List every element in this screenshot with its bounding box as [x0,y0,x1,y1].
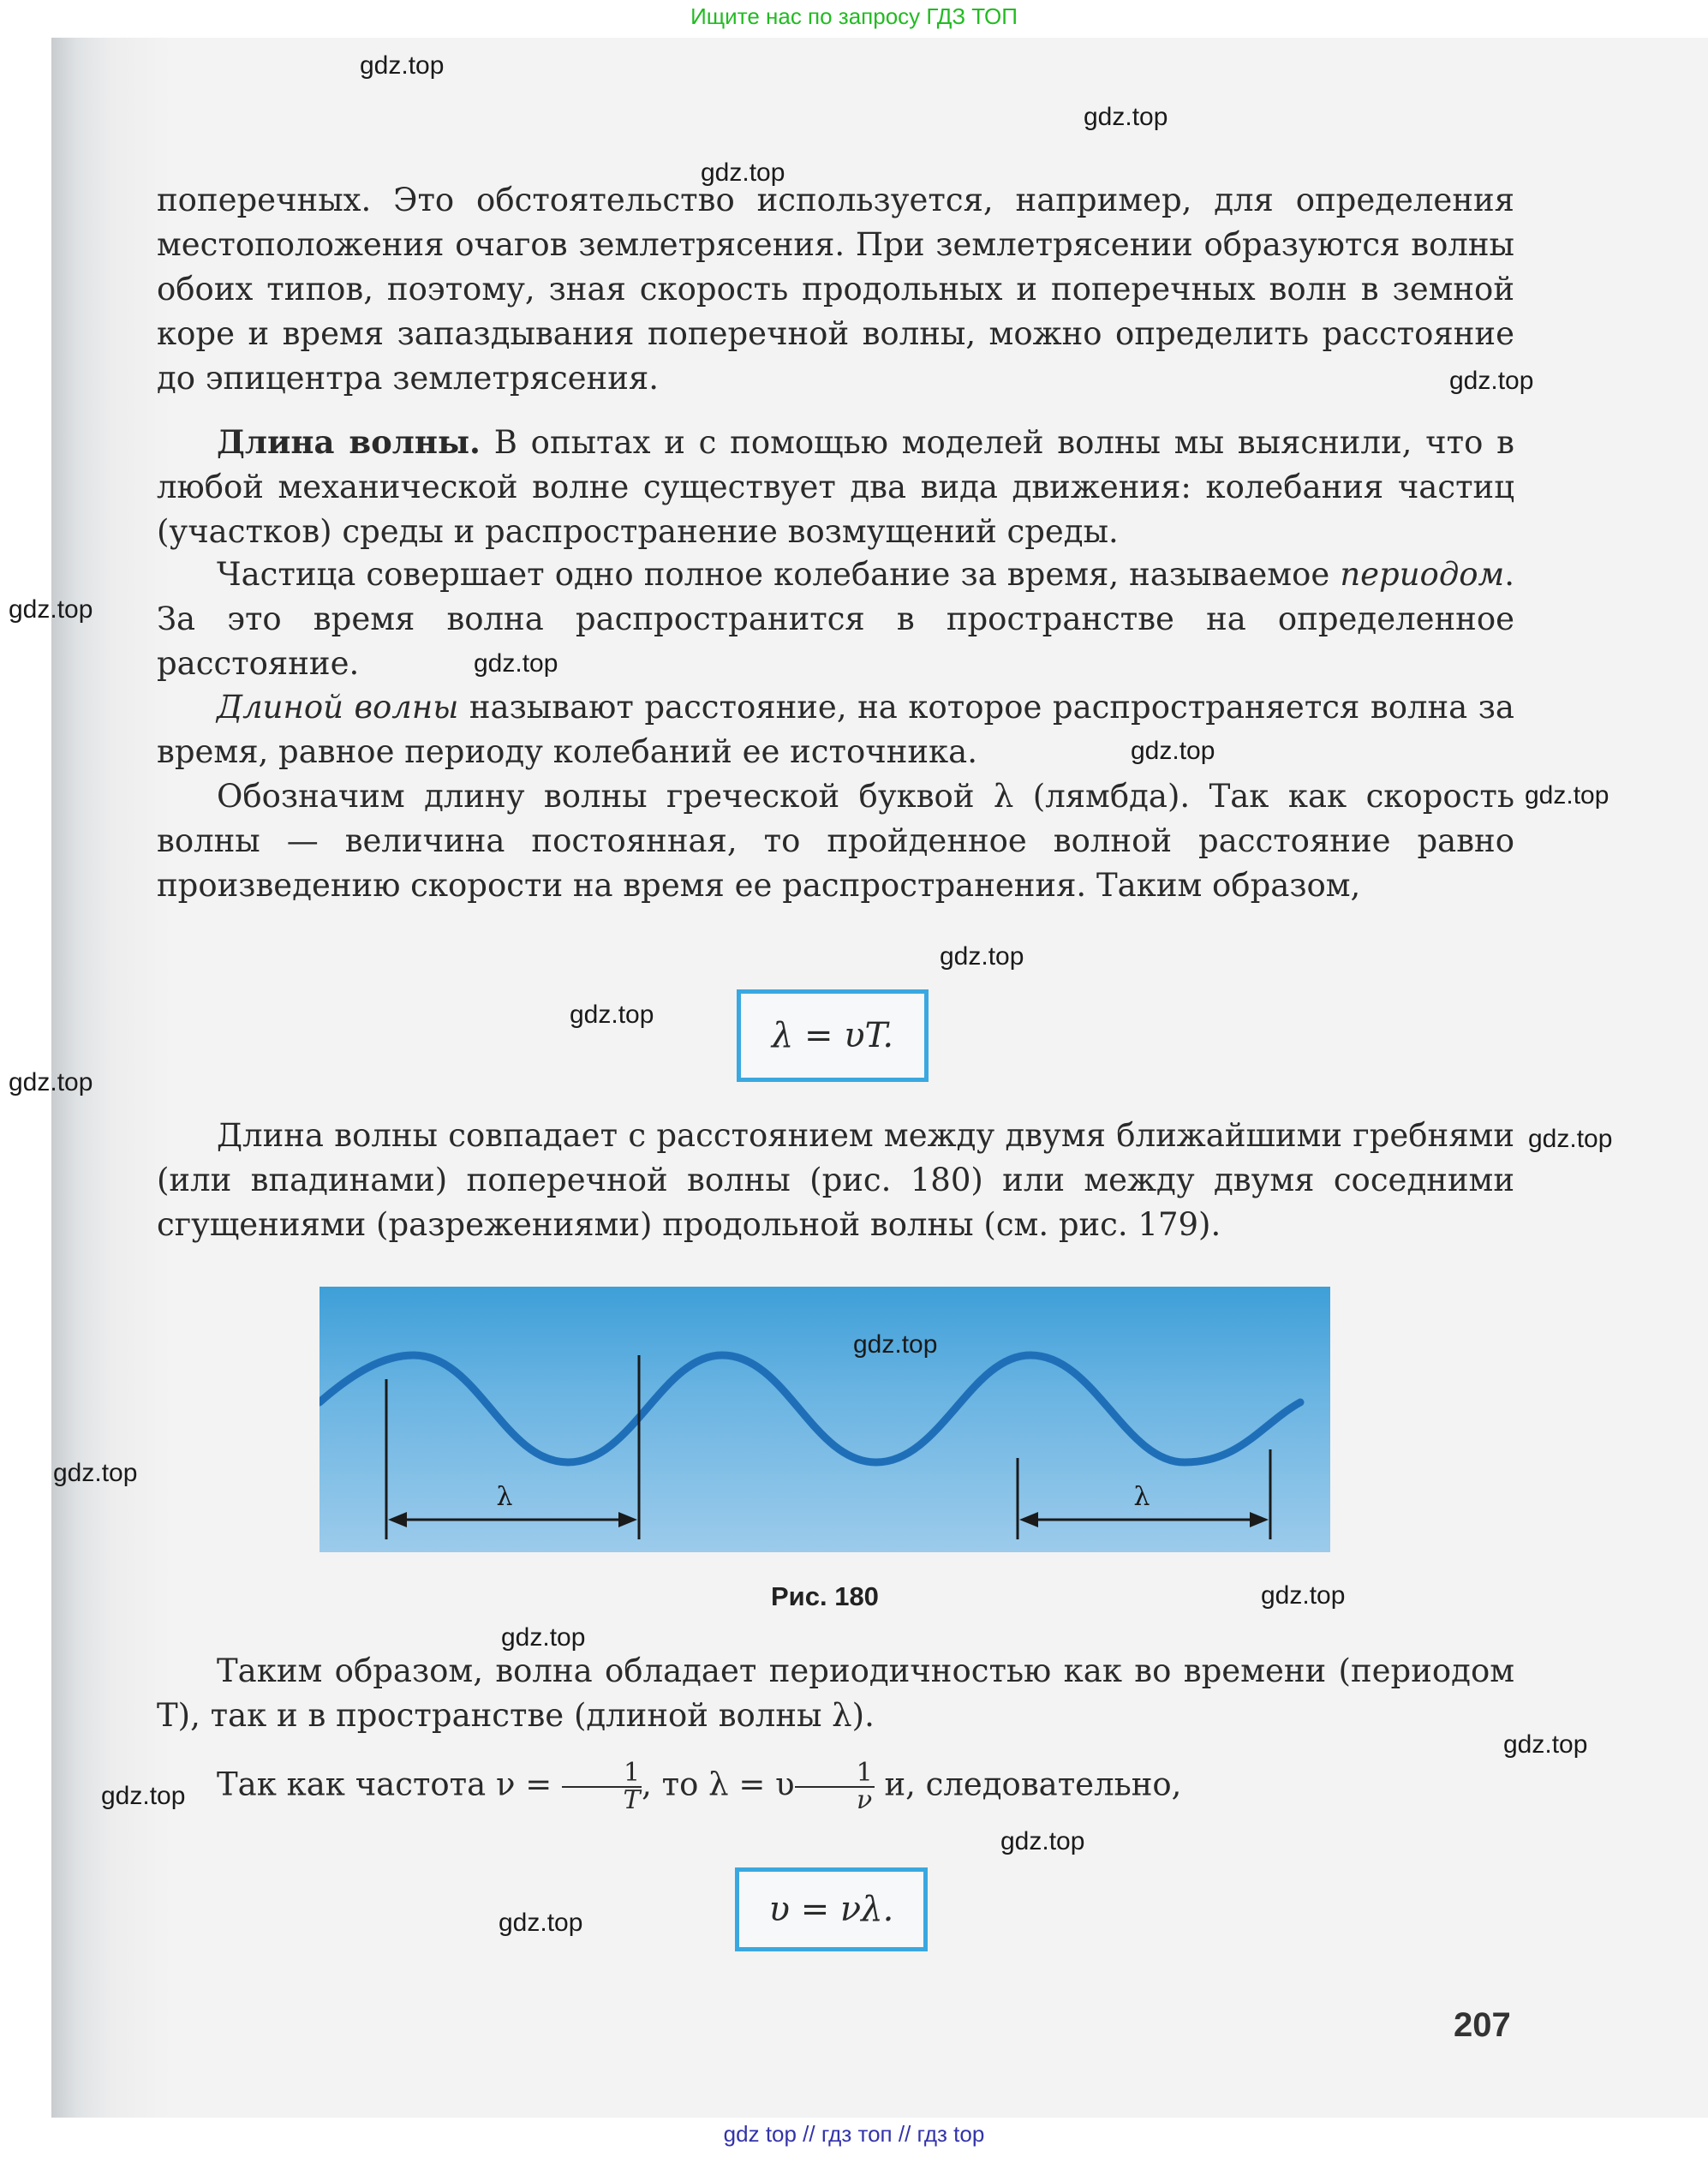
watermark: gdz.top [1525,781,1609,810]
paragraph-lambda: Обозначим длину волны греческой буквой λ (лямбда). Так как скорость волны — величина постоянная, то пройденное волной расстояние равно произведению скорости на время ее распространения. Таким образом, [157,778,1514,904]
watermark: gdz.top [1449,367,1534,395]
lambda-label-right: λ [1133,1482,1150,1512]
arrow-left-head-start [388,1512,407,1527]
arrow-right-head-start [1019,1512,1038,1527]
figure-180-wave [320,1287,1330,1552]
fraction-1-denominator: T [623,1785,641,1815]
watermark: gdz.top [940,942,1024,971]
top-banner: Ищите нас по запросу ГДЗ ТОП [690,3,1018,29]
term-wavelength: Длиной волны [217,689,459,726]
formula-v-nu-lambda: υ = νλ. [735,1867,928,1951]
arrow-right-head-end [1250,1512,1269,1527]
watermark: gdz.top [570,1001,654,1029]
paragraph-periodicity: Таким образом, волна обладает периодичностью как во времени (периодом T), так и в пространстве (длиной волны λ). [157,1652,1514,1734]
fraction-one-over-nu [795,1760,875,1813]
lambda-label-left: λ [496,1482,513,1512]
watermark: gdz.top [1000,1827,1085,1855]
paragraph-period-end: . За это время волна распространится в пространстве на определенное расстояние. [157,556,1514,682]
figure-caption: Рис. 180 [771,1581,879,1611]
wave-line [320,1355,1300,1462]
watermark: gdz.top [101,1782,186,1810]
watermark: gdz.top [701,158,785,187]
watermark: gdz.top [9,1068,93,1096]
paragraph-wavelength-intro [157,420,1514,554]
wave-diagram [320,1287,1330,1552]
frequency-text-a: Так как частота ν = [217,1766,562,1803]
paragraph-crests: Длина волны совпадает с расстоянием между двумя ближайшими гребнями (или впадинами) поперечной волны (рис. 180) или между двумя соседними сгущениями (разрежениями) продольной волны (см. рис. 179). [157,1117,1514,1243]
paragraph-period [157,553,1514,686]
watermark: gdz.top [501,1623,586,1652]
arrow-left-head-end [618,1512,637,1527]
paragraph-period-start: Частица совершает одно полное колебание за время, называемое [217,556,1341,593]
paragraph-earthquake: поперечных. Это обстоятельство используется, например, для определения местоположения очагов землетрясения. При землетрясении образуются волны обоих типов, поэтому, зная скорость продольных и поперечных волн в земной коре и время запаздывания поперечной волны, можно определить расстояние до эпицентра землетрясения. [157,182,1514,397]
fraction-2-denominator: ν [857,1785,873,1815]
watermark: gdz.top [1528,1125,1613,1153]
watermark: gdz.top [1131,737,1215,765]
watermark: gdz.top [474,649,558,678]
watermark: gdz.top [499,1909,583,1937]
formula-lambda-vt: λ = υT. [737,989,929,1082]
fraction-one-over-t [562,1760,642,1813]
watermark: gdz.top [53,1459,138,1487]
definition-text: называют расстояние, на которое распространяется волна за время, равное периоду колебаний ее источника. [157,689,1514,770]
paragraph-definition [157,685,1514,774]
watermark: gdz.top [360,51,445,80]
paragraph-frequency [157,1760,1514,1813]
watermark: gdz.top [1084,103,1168,131]
fraction-1-numerator: 1 [562,1760,642,1788]
watermark: gdz.top [853,1330,938,1359]
fraction-2-numerator: 1 [795,1760,875,1788]
watermark: gdz.top [1261,1581,1346,1610]
term-period: периодом [1340,556,1505,593]
paragraph-wavelength-text: В опытах и с помощью моделей волны мы выяснили, что в любой механической волне существует два вида движения: колебания частиц (участков) среды и распространение возмущений среды. [157,424,1514,550]
frequency-text-b: , то λ = υ [642,1766,795,1803]
watermark: gdz.top [1503,1730,1588,1759]
bottom-banner: gdz top // гдз топ // гдз top [723,2121,985,2147]
frequency-text-c: и, следовательно, [874,1766,1182,1803]
watermark: gdz.top [9,595,93,624]
page-number: 207 [1454,2006,1511,2044]
heading-wavelength: Длина волны. [217,423,481,461]
